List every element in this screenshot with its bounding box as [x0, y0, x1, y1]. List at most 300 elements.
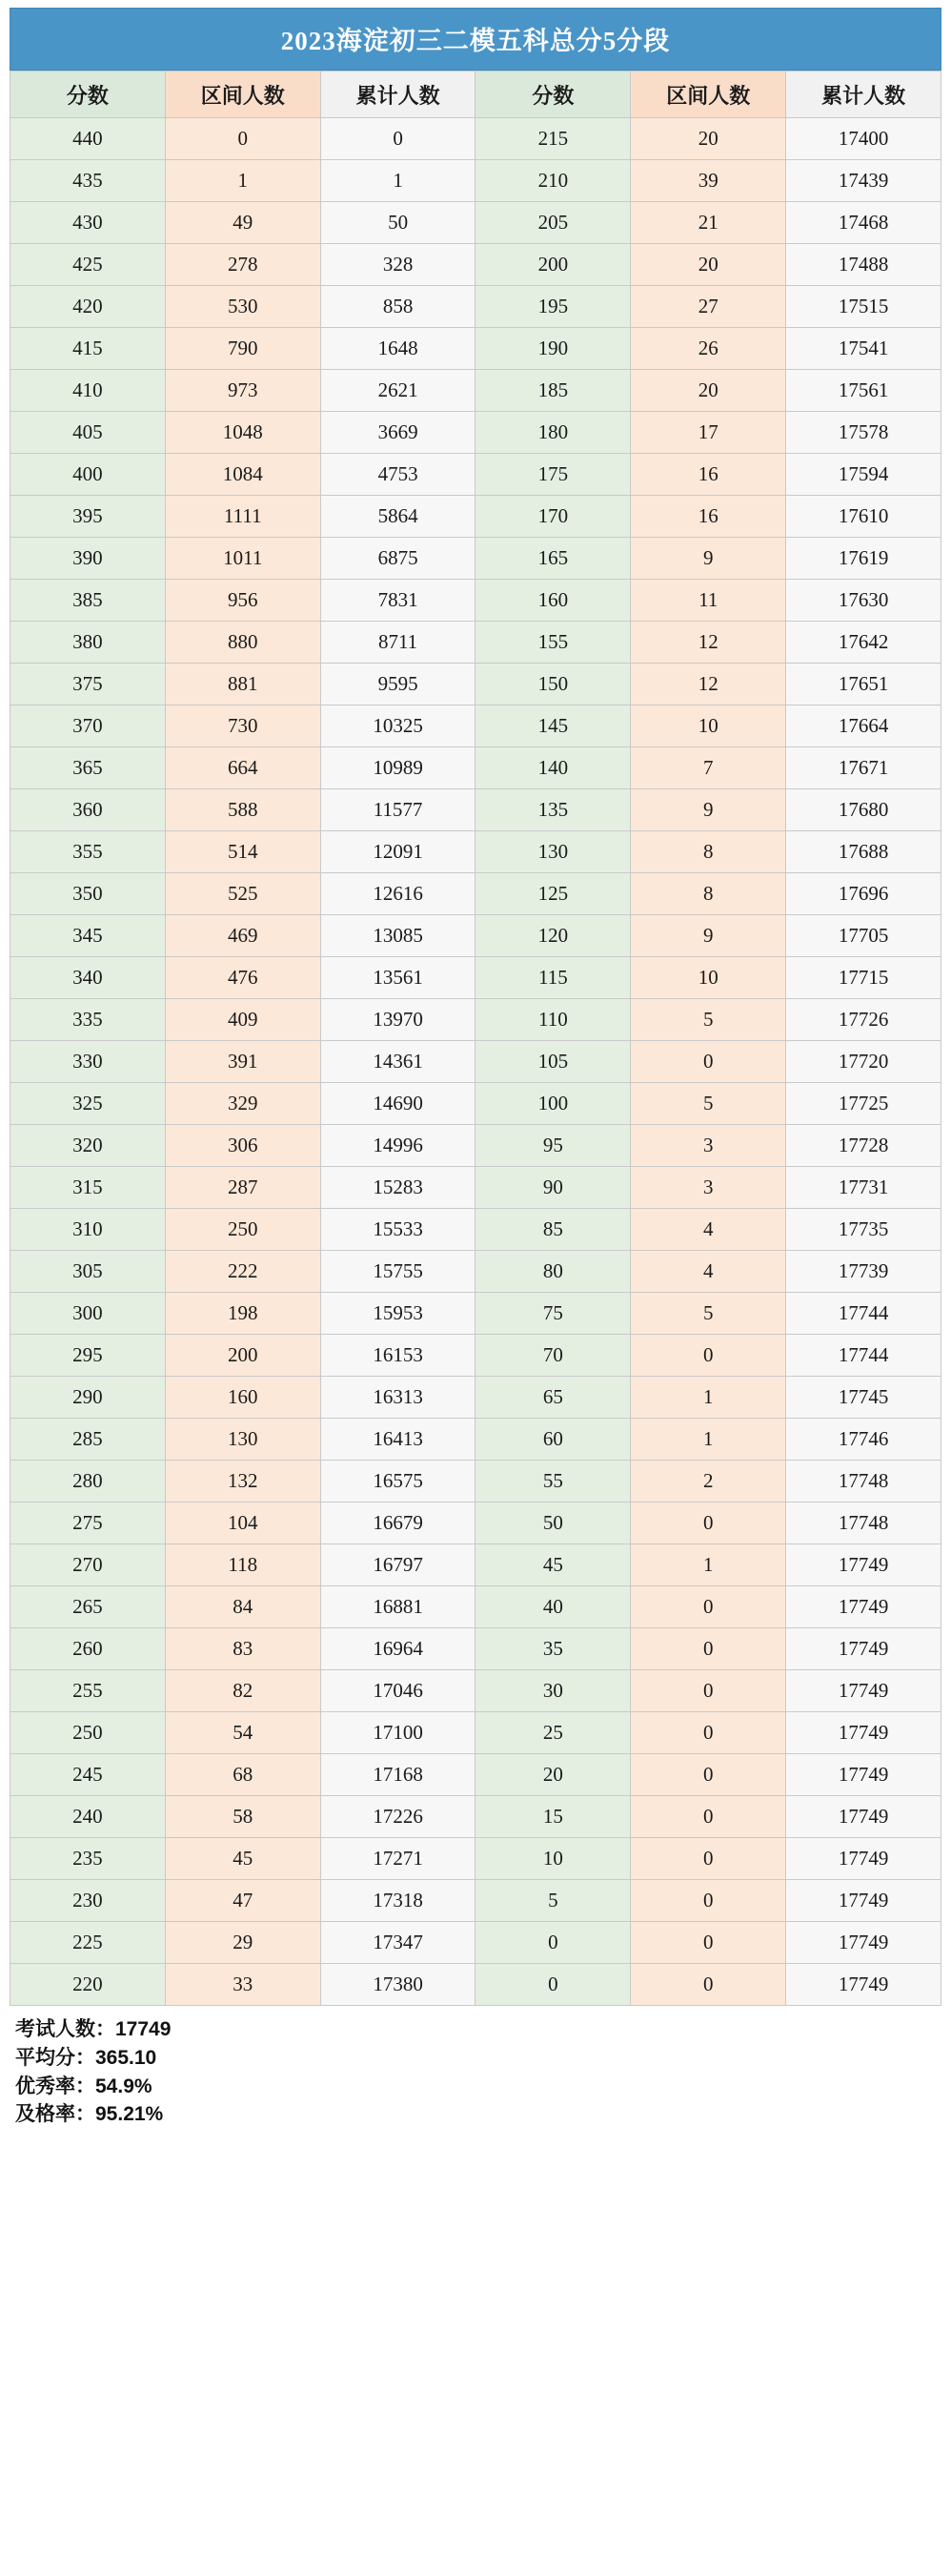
table-row — [10, 412, 941, 454]
cell-cumulative-right: 17749 — [786, 1754, 941, 1796]
score-distribution-table — [10, 71, 941, 2006]
cell-score-left: 350 — [10, 873, 166, 915]
cell-score-right: 35 — [476, 1628, 631, 1670]
cell-score-left: 295 — [10, 1335, 166, 1377]
cell-score-left: 355 — [10, 831, 166, 873]
cell-score-left: 245 — [10, 1754, 166, 1796]
cell-interval-right: 4 — [631, 1209, 786, 1251]
cell-score-left: 230 — [10, 1880, 166, 1922]
cell-interval-right: 16 — [631, 496, 786, 538]
cell-score-right: 70 — [476, 1335, 631, 1377]
cell-cumulative-left: 14361 — [320, 1041, 476, 1083]
cell-score-right: 155 — [476, 622, 631, 664]
table-row — [10, 1670, 941, 1712]
cell-score-left: 425 — [10, 244, 166, 286]
cell-interval-right: 1 — [631, 1377, 786, 1419]
cell-score-right: 20 — [476, 1754, 631, 1796]
cell-interval-right: 26 — [631, 328, 786, 370]
cell-interval-right: 0 — [631, 1796, 786, 1838]
table-row — [10, 915, 941, 957]
summary-line: 及格率：95.21% — [15, 2103, 164, 2126]
cell-interval-left: 469 — [165, 915, 320, 957]
cell-cumulative-right: 17488 — [786, 244, 941, 286]
cell-cumulative-left: 14996 — [320, 1125, 476, 1167]
table-row — [10, 957, 941, 999]
cell-cumulative-left: 1 — [320, 160, 476, 202]
cell-cumulative-left: 15283 — [320, 1167, 476, 1209]
cell-interval-right: 3 — [631, 1125, 786, 1167]
cell-score-left: 310 — [10, 1209, 166, 1251]
cell-interval-right: 3 — [631, 1167, 786, 1209]
cell-interval-right: 11 — [631, 580, 786, 622]
cell-interval-left: 68 — [165, 1754, 320, 1796]
cell-score-right: 50 — [476, 1503, 631, 1544]
cell-interval-right: 2 — [631, 1461, 786, 1503]
cell-interval-right: 16 — [631, 454, 786, 496]
summary-line: 优秀率：54.9% — [15, 2075, 152, 2097]
cell-cumulative-left: 6875 — [320, 538, 476, 580]
cell-score-right: 75 — [476, 1293, 631, 1335]
page-title: 2023海淀初三二模五科总分5分段 — [10, 8, 941, 71]
cell-cumulative-left: 15755 — [320, 1251, 476, 1293]
table-row — [10, 747, 941, 789]
cell-interval-left: 250 — [165, 1209, 320, 1251]
cell-interval-left: 130 — [165, 1419, 320, 1461]
table-row — [10, 580, 941, 622]
cell-interval-left: 664 — [165, 747, 320, 789]
cell-score-left: 235 — [10, 1838, 166, 1880]
cell-score-right: 160 — [476, 580, 631, 622]
table-header-row — [10, 72, 941, 118]
cell-interval-left: 47 — [165, 1880, 320, 1922]
cell-interval-left: 198 — [165, 1293, 320, 1335]
cell-score-left: 255 — [10, 1670, 166, 1712]
cell-interval-right: 0 — [631, 1922, 786, 1964]
table-row — [10, 202, 941, 244]
table-row — [10, 1922, 941, 1964]
cell-score-left: 290 — [10, 1377, 166, 1419]
summary-stats — [10, 2015, 941, 2129]
cell-interval-left: 790 — [165, 328, 320, 370]
cell-interval-left: 54 — [165, 1712, 320, 1754]
cell-score-right: 185 — [476, 370, 631, 412]
cell-cumulative-right: 17541 — [786, 328, 941, 370]
cell-score-left: 325 — [10, 1083, 166, 1125]
cell-interval-right: 20 — [631, 370, 786, 412]
cell-score-right: 110 — [476, 999, 631, 1041]
cell-score-right: 10 — [476, 1838, 631, 1880]
cell-cumulative-left: 16575 — [320, 1461, 476, 1503]
cell-cumulative-right: 17664 — [786, 705, 941, 747]
cell-cumulative-left: 16679 — [320, 1503, 476, 1544]
table-row — [10, 1461, 941, 1503]
cell-cumulative-left: 11577 — [320, 789, 476, 831]
cell-score-right: 150 — [476, 664, 631, 705]
cell-cumulative-left: 16153 — [320, 1335, 476, 1377]
cell-interval-right: 0 — [631, 1964, 786, 2006]
cell-cumulative-right: 17725 — [786, 1083, 941, 1125]
cell-interval-right: 1 — [631, 1544, 786, 1586]
cell-interval-right: 5 — [631, 1293, 786, 1335]
cell-interval-right: 0 — [631, 1754, 786, 1796]
cell-score-right: 45 — [476, 1544, 631, 1586]
cell-score-left: 400 — [10, 454, 166, 496]
column-header-cumulative-right: 累计人数 — [786, 72, 941, 118]
cell-interval-left: 881 — [165, 664, 320, 705]
cell-cumulative-left: 8711 — [320, 622, 476, 664]
cell-cumulative-right: 17744 — [786, 1293, 941, 1335]
table-row — [10, 244, 941, 286]
cell-interval-left: 476 — [165, 957, 320, 999]
cell-cumulative-right: 17642 — [786, 622, 941, 664]
table-row — [10, 873, 941, 915]
table-row — [10, 1251, 941, 1293]
column-header-score-right: 分数 — [476, 72, 631, 118]
cell-cumulative-left: 17318 — [320, 1880, 476, 1922]
cell-cumulative-right: 17726 — [786, 999, 941, 1041]
cell-interval-left: 514 — [165, 831, 320, 873]
cell-interval-right: 0 — [631, 1503, 786, 1544]
cell-cumulative-left: 12616 — [320, 873, 476, 915]
table-row — [10, 1293, 941, 1335]
cell-cumulative-right: 17468 — [786, 202, 941, 244]
cell-cumulative-left: 13085 — [320, 915, 476, 957]
cell-cumulative-right: 17610 — [786, 496, 941, 538]
cell-score-left: 340 — [10, 957, 166, 999]
cell-cumulative-left: 16964 — [320, 1628, 476, 1670]
cell-cumulative-right: 17749 — [786, 1670, 941, 1712]
column-header-interval-left: 区间人数 — [165, 72, 320, 118]
cell-score-left: 440 — [10, 118, 166, 160]
cell-cumulative-right: 17728 — [786, 1125, 941, 1167]
cell-interval-left: 104 — [165, 1503, 320, 1544]
cell-score-left: 370 — [10, 705, 166, 747]
cell-score-right: 0 — [476, 1964, 631, 2006]
cell-cumulative-right: 17720 — [786, 1041, 941, 1083]
cell-cumulative-right: 17688 — [786, 831, 941, 873]
cell-score-right: 60 — [476, 1419, 631, 1461]
table-row — [10, 160, 941, 202]
cell-interval-right: 10 — [631, 705, 786, 747]
cell-score-left: 250 — [10, 1712, 166, 1754]
column-header-score-left: 分数 — [10, 72, 166, 118]
cell-interval-left: 1084 — [165, 454, 320, 496]
table-row — [10, 622, 941, 664]
cell-score-right: 145 — [476, 705, 631, 747]
table-row — [10, 1586, 941, 1628]
table-row — [10, 118, 941, 160]
cell-cumulative-right: 17671 — [786, 747, 941, 789]
table-row — [10, 1796, 941, 1838]
cell-score-right: 25 — [476, 1712, 631, 1754]
cell-interval-left: 118 — [165, 1544, 320, 1586]
cell-cumulative-left: 50 — [320, 202, 476, 244]
cell-interval-left: 132 — [165, 1461, 320, 1503]
cell-interval-right: 0 — [631, 1586, 786, 1628]
cell-score-right: 95 — [476, 1125, 631, 1167]
cell-score-right: 5 — [476, 1880, 631, 1922]
cell-interval-left: 1111 — [165, 496, 320, 538]
cell-score-left: 395 — [10, 496, 166, 538]
cell-interval-right: 0 — [631, 1041, 786, 1083]
cell-interval-left: 530 — [165, 286, 320, 328]
cell-cumulative-right: 17749 — [786, 1712, 941, 1754]
cell-interval-right: 12 — [631, 622, 786, 664]
cell-interval-right: 17 — [631, 412, 786, 454]
cell-cumulative-left: 14690 — [320, 1083, 476, 1125]
cell-cumulative-right: 17748 — [786, 1461, 941, 1503]
cell-cumulative-left: 16881 — [320, 1586, 476, 1628]
cell-score-right: 130 — [476, 831, 631, 873]
cell-cumulative-right: 17696 — [786, 873, 941, 915]
cell-interval-right: 9 — [631, 538, 786, 580]
cell-score-right: 210 — [476, 160, 631, 202]
table-row — [10, 789, 941, 831]
cell-score-right: 115 — [476, 957, 631, 999]
cell-interval-left: 973 — [165, 370, 320, 412]
cell-interval-right: 1 — [631, 1419, 786, 1461]
table-row — [10, 664, 941, 705]
cell-interval-left: 45 — [165, 1838, 320, 1880]
cell-cumulative-left: 17168 — [320, 1754, 476, 1796]
table-row — [10, 1712, 941, 1754]
cell-cumulative-left: 4753 — [320, 454, 476, 496]
cell-interval-left: 956 — [165, 580, 320, 622]
cell-interval-left: 49 — [165, 202, 320, 244]
cell-score-left: 335 — [10, 999, 166, 1041]
cell-interval-left: 287 — [165, 1167, 320, 1209]
cell-cumulative-left: 2621 — [320, 370, 476, 412]
cell-interval-left: 200 — [165, 1335, 320, 1377]
cell-cumulative-left: 1648 — [320, 328, 476, 370]
cell-interval-right: 10 — [631, 957, 786, 999]
cell-interval-left: 1 — [165, 160, 320, 202]
cell-cumulative-right: 17735 — [786, 1209, 941, 1251]
cell-score-left: 265 — [10, 1586, 166, 1628]
cell-interval-right: 9 — [631, 789, 786, 831]
cell-interval-right: 7 — [631, 747, 786, 789]
cell-cumulative-left: 10325 — [320, 705, 476, 747]
table-row — [10, 1377, 941, 1419]
cell-cumulative-left: 858 — [320, 286, 476, 328]
cell-cumulative-left: 7831 — [320, 580, 476, 622]
cell-score-left: 315 — [10, 1167, 166, 1209]
cell-cumulative-left: 17046 — [320, 1670, 476, 1712]
cell-interval-right: 20 — [631, 244, 786, 286]
cell-cumulative-left: 13970 — [320, 999, 476, 1041]
cell-cumulative-left: 12091 — [320, 831, 476, 873]
cell-interval-right: 27 — [631, 286, 786, 328]
cell-interval-left: 588 — [165, 789, 320, 831]
cell-interval-left: 1011 — [165, 538, 320, 580]
cell-score-right: 65 — [476, 1377, 631, 1419]
cell-cumulative-right: 17749 — [786, 1796, 941, 1838]
cell-interval-left: 33 — [165, 1964, 320, 2006]
cell-interval-left: 880 — [165, 622, 320, 664]
cell-score-left: 300 — [10, 1293, 166, 1335]
cell-interval-left: 83 — [165, 1628, 320, 1670]
cell-cumulative-right: 17749 — [786, 1544, 941, 1586]
cell-interval-left: 222 — [165, 1251, 320, 1293]
cell-cumulative-left: 9595 — [320, 664, 476, 705]
cell-score-left: 385 — [10, 580, 166, 622]
cell-score-left: 225 — [10, 1922, 166, 1964]
table-row — [10, 454, 941, 496]
cell-interval-left: 409 — [165, 999, 320, 1041]
table-row — [10, 370, 941, 412]
cell-score-left: 285 — [10, 1419, 166, 1461]
table-row — [10, 328, 941, 370]
cell-score-right: 200 — [476, 244, 631, 286]
cell-interval-left: 525 — [165, 873, 320, 915]
cell-cumulative-right: 17748 — [786, 1503, 941, 1544]
table-row — [10, 705, 941, 747]
cell-score-right: 90 — [476, 1167, 631, 1209]
cell-score-right: 85 — [476, 1209, 631, 1251]
cell-interval-left: 329 — [165, 1083, 320, 1125]
cell-cumulative-right: 17746 — [786, 1419, 941, 1461]
cell-score-right: 0 — [476, 1922, 631, 1964]
cell-score-right: 205 — [476, 202, 631, 244]
cell-interval-left: 160 — [165, 1377, 320, 1419]
cell-cumulative-right: 17578 — [786, 412, 941, 454]
cell-interval-left: 29 — [165, 1922, 320, 1964]
cell-cumulative-right: 17715 — [786, 957, 941, 999]
cell-interval-right: 8 — [631, 831, 786, 873]
cell-interval-left: 306 — [165, 1125, 320, 1167]
cell-cumulative-left: 15953 — [320, 1293, 476, 1335]
cell-interval-right: 21 — [631, 202, 786, 244]
cell-interval-right: 39 — [631, 160, 786, 202]
cell-cumulative-right: 17749 — [786, 1880, 941, 1922]
cell-cumulative-right: 17619 — [786, 538, 941, 580]
cell-interval-right: 4 — [631, 1251, 786, 1293]
table-row — [10, 1754, 941, 1796]
cell-score-right: 120 — [476, 915, 631, 957]
cell-interval-right: 0 — [631, 1335, 786, 1377]
cell-cumulative-left: 328 — [320, 244, 476, 286]
cell-cumulative-left: 17271 — [320, 1838, 476, 1880]
cell-score-right: 125 — [476, 873, 631, 915]
cell-cumulative-left: 16797 — [320, 1544, 476, 1586]
cell-score-right: 55 — [476, 1461, 631, 1503]
cell-cumulative-right: 17731 — [786, 1167, 941, 1209]
cell-cumulative-right: 17744 — [786, 1335, 941, 1377]
cell-interval-left: 730 — [165, 705, 320, 747]
cell-score-right: 190 — [476, 328, 631, 370]
cell-interval-right: 0 — [631, 1712, 786, 1754]
cell-cumulative-left: 10989 — [320, 747, 476, 789]
cell-score-left: 405 — [10, 412, 166, 454]
cell-interval-right: 0 — [631, 1670, 786, 1712]
cell-score-left: 430 — [10, 202, 166, 244]
cell-score-right: 175 — [476, 454, 631, 496]
cell-interval-left: 391 — [165, 1041, 320, 1083]
cell-cumulative-right: 17749 — [786, 1586, 941, 1628]
table-row — [10, 1419, 941, 1461]
cell-score-right: 15 — [476, 1796, 631, 1838]
cell-cumulative-right: 17561 — [786, 370, 941, 412]
table-row — [10, 1838, 941, 1880]
cell-score-left: 240 — [10, 1796, 166, 1838]
cell-score-left: 410 — [10, 370, 166, 412]
cell-score-right: 80 — [476, 1251, 631, 1293]
table-row — [10, 1880, 941, 1922]
table-row — [10, 1628, 941, 1670]
cell-interval-right: 5 — [631, 999, 786, 1041]
table-row — [10, 1335, 941, 1377]
cell-cumulative-left: 17380 — [320, 1964, 476, 2006]
table-row — [10, 1125, 941, 1167]
table-row — [10, 286, 941, 328]
table-row — [10, 538, 941, 580]
table-header — [10, 72, 941, 118]
cell-score-left: 305 — [10, 1251, 166, 1293]
cell-cumulative-left: 17347 — [320, 1922, 476, 1964]
table-row — [10, 1167, 941, 1209]
table-row — [10, 1503, 941, 1544]
cell-interval-left: 82 — [165, 1670, 320, 1712]
cell-score-left: 390 — [10, 538, 166, 580]
table-row — [10, 1083, 941, 1125]
cell-interval-right: 0 — [631, 1838, 786, 1880]
cell-interval-right: 5 — [631, 1083, 786, 1125]
cell-score-right: 100 — [476, 1083, 631, 1125]
cell-cumulative-right: 17749 — [786, 1964, 941, 2006]
summary-line: 考试人数：17749 — [15, 2018, 172, 2040]
cell-interval-right: 0 — [631, 1628, 786, 1670]
cell-score-left: 275 — [10, 1503, 166, 1544]
cell-cumulative-left: 5864 — [320, 496, 476, 538]
table-row — [10, 831, 941, 873]
cell-score-right: 180 — [476, 412, 631, 454]
cell-score-left: 360 — [10, 789, 166, 831]
cell-interval-left: 278 — [165, 244, 320, 286]
cell-interval-left: 84 — [165, 1586, 320, 1628]
cell-score-left: 260 — [10, 1628, 166, 1670]
table-row — [10, 1964, 941, 2006]
cell-cumulative-right: 17594 — [786, 454, 941, 496]
cell-cumulative-left: 15533 — [320, 1209, 476, 1251]
cell-interval-left: 0 — [165, 118, 320, 160]
cell-score-right: 30 — [476, 1670, 631, 1712]
cell-score-right: 105 — [476, 1041, 631, 1083]
summary-line: 平均分：365.10 — [15, 2046, 157, 2069]
column-header-interval-right: 区间人数 — [631, 72, 786, 118]
cell-cumulative-right: 17705 — [786, 915, 941, 957]
cell-cumulative-right: 17651 — [786, 664, 941, 705]
cell-score-right: 170 — [476, 496, 631, 538]
cell-score-left: 220 — [10, 1964, 166, 2006]
column-header-cumulative-left: 累计人数 — [320, 72, 476, 118]
cell-score-left: 365 — [10, 747, 166, 789]
cell-cumulative-right: 17515 — [786, 286, 941, 328]
table-row — [10, 496, 941, 538]
cell-interval-right: 8 — [631, 873, 786, 915]
table-row — [10, 1544, 941, 1586]
cell-score-left: 380 — [10, 622, 166, 664]
cell-cumulative-left: 16313 — [320, 1377, 476, 1419]
cell-interval-left: 1048 — [165, 412, 320, 454]
cell-cumulative-right: 17745 — [786, 1377, 941, 1419]
cell-score-left: 435 — [10, 160, 166, 202]
table-row — [10, 999, 941, 1041]
cell-score-right: 140 — [476, 747, 631, 789]
cell-score-left: 270 — [10, 1544, 166, 1586]
cell-cumulative-right: 17749 — [786, 1838, 941, 1880]
cell-cumulative-left: 16413 — [320, 1419, 476, 1461]
cell-cumulative-right: 17630 — [786, 580, 941, 622]
